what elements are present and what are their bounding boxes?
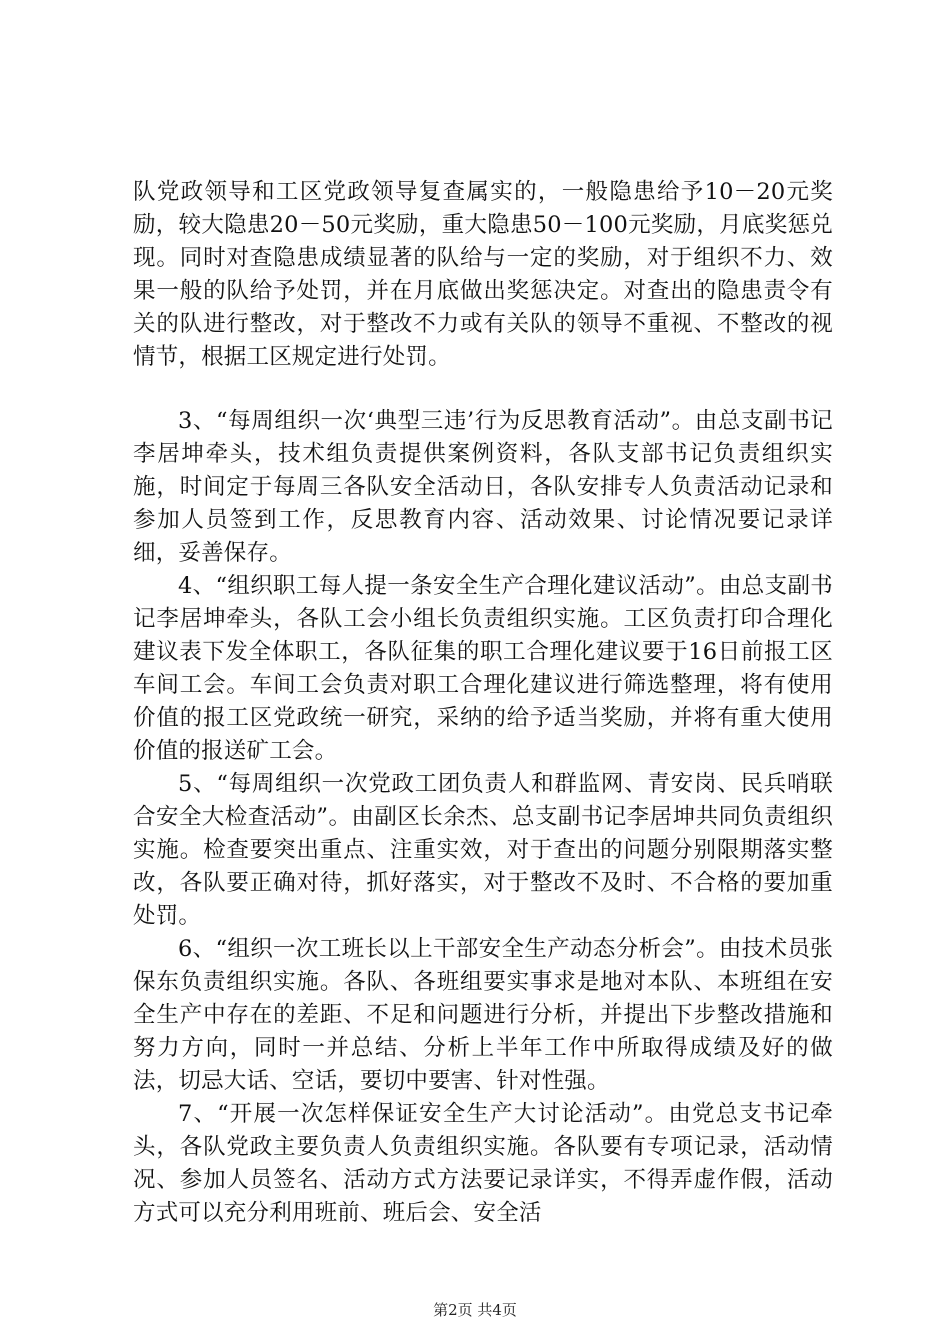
paragraph-item-5: 5、“每周组织一次党政工团负责人和群监网、青安岗、民兵哨联合安全大检查活动”。由副区长余杰、总支副书记李居坤共同负责组织实施。检查要突出重点、注重实效，对于查出的问题分别限期落实整改，各队要正确对待，抓好落实，对于整改不及时、不合格的要加重处罚。 xyxy=(133,771,833,929)
page-footer: 第2页 共4页 xyxy=(433,1301,517,1319)
paragraph-item-7: 7、“开展一次怎样保证安全生产大讨论活动”。由党总支书记牵头，各队党政主要负责人负责组织实施。各队要有专项记录，活动情况、参加人员签名、活动方式方法要记录详实，不得弄虚作假，活动方式可以充分利用班前、班后会、安全活 xyxy=(133,1101,833,1226)
paragraph-gap xyxy=(133,374,833,405)
paragraph-item-4: 4、“组织职工每人提一条安全生产合理化建议活动”。由总支副书记李居坤牵头，各队工会小组长负责组织实施。工区负责打印合理化建议表下发全体职工，各队征集的职工合理化建议要于16日前报工区车间工会。车间工会负责对职工合理化建议进行筛选整理，将有使用价值的报工区党政统一研究，采纳的给予适当奖励，并将有重大使用价值的报送矿工会。 xyxy=(133,573,833,764)
paragraph-item-6: 6、“组织一次工班长以上干部安全生产动态分析会”。由技术员张保东负责组织实施。各队、各班组要实事求是地对本队、本班组在安全生产中存在的差距、不足和问题进行分析，并提出下步整改措施和努力方向，同时一并总结、分析上半年工作中所取得成绩及好的做法，切忌大话、空话，要切中要害、针对性强。 xyxy=(133,936,833,1094)
document-body xyxy=(133,176,833,1230)
paragraph-item-3: 3、“每周组织一次‘典型三违’行为反思教育活动”。由总支副书记李居坤牵头，技术组负责提供案例资料，各队支部书记负责组织实施，时间定于每周三各队安全活动日，各队安排专人负责活动记录和参加人员签到工作，反思教育内容、活动效果、讨论情况要记录详细，妥善保存。 xyxy=(133,408,833,566)
paragraph-reward-rules: 队党政领导和工区党政领导复查属实的，一般隐患给予10－20元奖励，较大隐患20－50元奖励，重大隐患50－100元奖励，月底奖惩兑现。同时对查隐患成绩显著的队给与一定的奖励，对于组织不力、效果一般的队给予处罚，并在月底做出奖惩决定。对查出的隐患责令有关的队进行整改，对于整改不力或有关队的领导不重视、不整改的视情节，根据工区规定进行处罚。 xyxy=(133,179,833,370)
